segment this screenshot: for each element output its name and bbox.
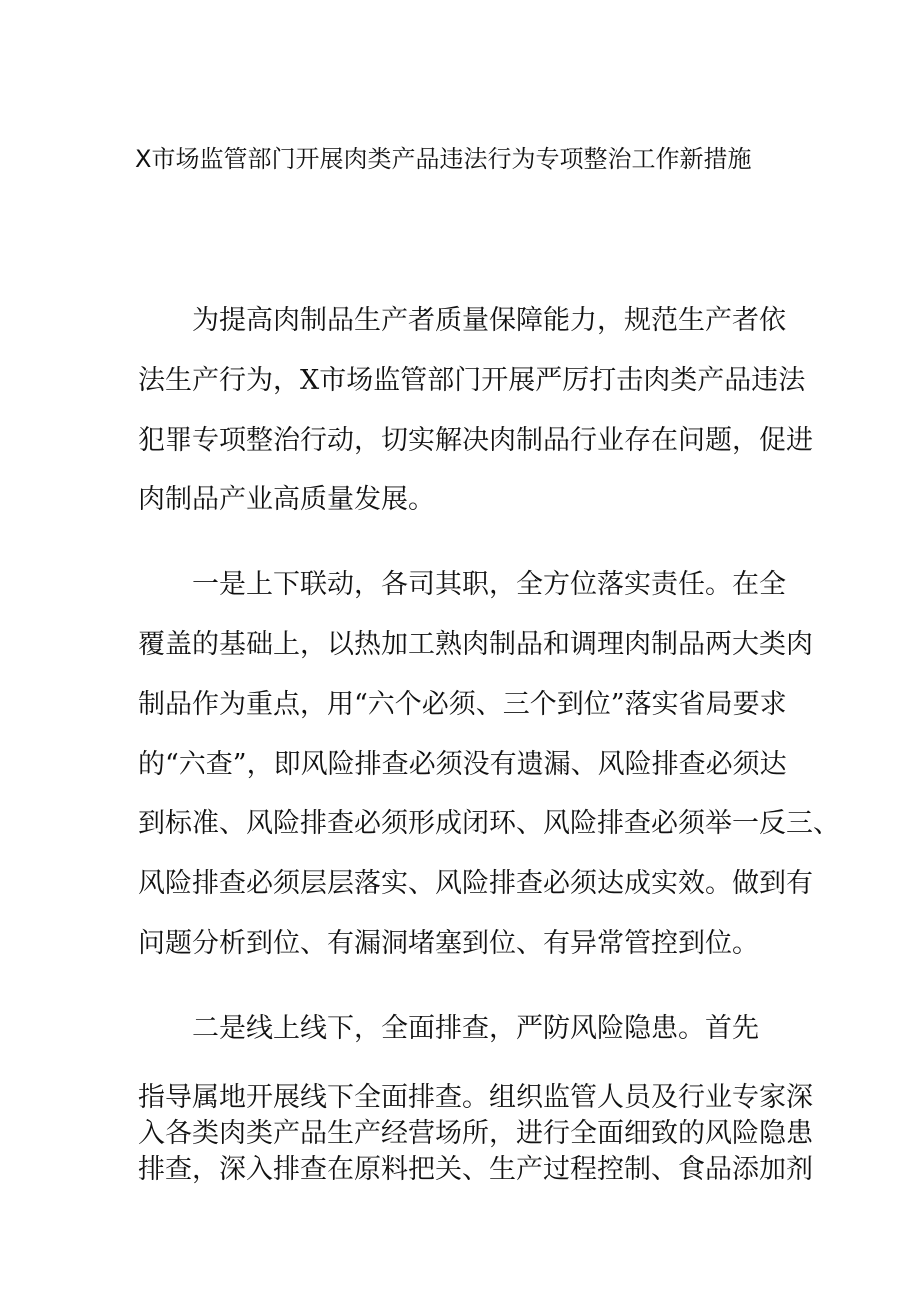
paragraph-2-line-7: 问题分析到位、有漏洞堵塞到位、有异常管控到位。 [138, 928, 759, 959]
paragraph-1-line-4: 肉制品产业高质量发展。 [138, 484, 435, 515]
paragraph-3-line-3: 入各类肉类产品生产经营场所，进行全面细致的风险隐患 [138, 1118, 813, 1149]
document-title: X市场监管部门开展肉类产品违法行为专项整治工作新措施 [135, 145, 752, 173]
paragraph-2-line-5: 到标准、风险排查必须形成闭环、风险排查必须举一反三、 [138, 808, 840, 839]
paragraph-2-line-4: 的“六查”，即风险排查必须没有遗漏、风险排查必须达 [138, 749, 787, 780]
paragraph-2-line-3: 制品作为重点，用“六个必须、三个到位”落实省局要求 [138, 689, 787, 720]
paragraph-1-line-3: 犯罪专项整治行动，切实解决肉制品行业存在问题，促进 [138, 425, 813, 456]
paragraph-1-line-1: 为提高肉制品生产者质量保障能力，规范生产者依 [192, 305, 786, 336]
paragraph-1-line-2: 法生产行为，X市场监管部门开展严厉打击肉类产品违法 [138, 365, 806, 396]
paragraph-2-line-6: 风险排查必须层层落实、风险排查必须达成实效。做到有 [138, 868, 813, 899]
paragraph-3-line-4: 排查，深入排查在原料把关、生产过程控制、食品添加剂 [138, 1154, 813, 1185]
paragraph-2-line-1: 一是上下联动，各司其职，全方位落实责任。在全 [192, 569, 786, 600]
paragraph-2-line-2: 覆盖的基础上，以热加工熟肉制品和调理肉制品两大类肉 [138, 629, 813, 660]
paragraph-3-line-1: 二是线上线下，全面排查，严防风险隐患。首先 [192, 1013, 759, 1044]
paragraph-3-line-2: 指导属地开展线下全面排查。组织监管人员及行业专家深 [138, 1082, 813, 1113]
